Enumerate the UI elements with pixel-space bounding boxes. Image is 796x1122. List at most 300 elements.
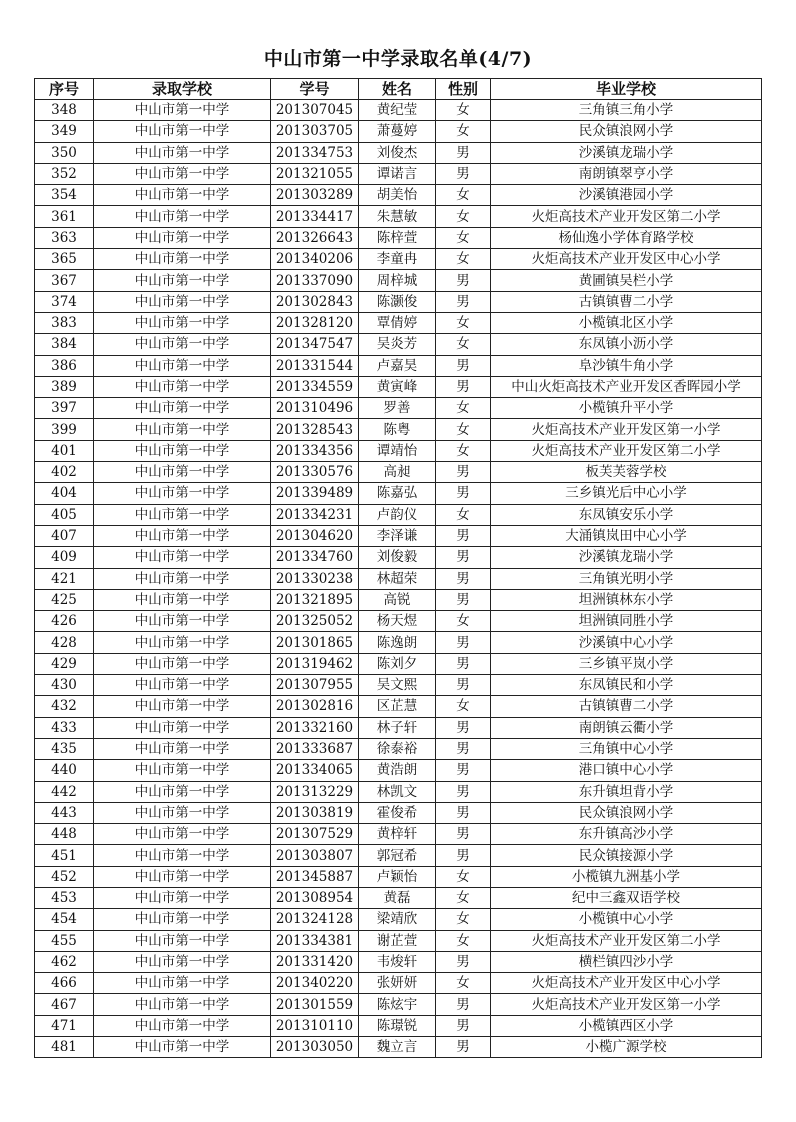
- cell-graduation-school: 东凤镇小沥小学: [491, 334, 762, 355]
- cell-name: 黄磊: [359, 887, 436, 908]
- cell-student-id: 201308954: [271, 887, 359, 908]
- cell-gender: 女: [436, 249, 491, 270]
- cell-name: 高昶: [359, 462, 436, 483]
- cell-graduation-school: 小榄镇西区小学: [491, 1015, 762, 1036]
- cell-student-id: 201325052: [271, 611, 359, 632]
- cell-student-id: 201319462: [271, 653, 359, 674]
- cell-name: 吴炎芳: [359, 334, 436, 355]
- table-row: [35, 440, 762, 461]
- table-row: [35, 951, 762, 972]
- cell-student-id: 201324128: [271, 909, 359, 930]
- cell-admitted-school: 中山市第一中学: [94, 462, 271, 483]
- cell-name: 卢韵仪: [359, 504, 436, 525]
- cell-gender: 男: [436, 462, 491, 483]
- cell-serial: 425: [35, 589, 94, 610]
- cell-admitted-school: 中山市第一中学: [94, 717, 271, 738]
- cell-gender: 女: [436, 866, 491, 887]
- cell-admitted-school: 中山市第一中学: [94, 163, 271, 184]
- cell-name: 吴文熙: [359, 675, 436, 696]
- cell-student-id: 201303819: [271, 802, 359, 823]
- cell-admitted-school: 中山市第一中学: [94, 547, 271, 568]
- header-serial: 序号: [35, 79, 94, 100]
- cell-serial: 404: [35, 483, 94, 504]
- cell-graduation-school: 东凤镇安乐小学: [491, 504, 762, 525]
- cell-gender: 男: [436, 738, 491, 759]
- cell-admitted-school: 中山市第一中学: [94, 738, 271, 759]
- cell-student-id: 201328543: [271, 419, 359, 440]
- cell-graduation-school: 火炬高技术产业开发区第二小学: [491, 440, 762, 461]
- cell-name: 陈灏俊: [359, 291, 436, 312]
- cell-student-id: 201330576: [271, 462, 359, 483]
- table-row: [35, 270, 762, 291]
- cell-gender: 男: [436, 824, 491, 845]
- cell-admitted-school: 中山市第一中学: [94, 483, 271, 504]
- cell-name: 陈嘉弘: [359, 483, 436, 504]
- table-row: [35, 611, 762, 632]
- table-row: [35, 334, 762, 355]
- cell-student-id: 201301865: [271, 632, 359, 653]
- cell-student-id: 201334760: [271, 547, 359, 568]
- table-row: [35, 760, 762, 781]
- cell-name: 罗善: [359, 398, 436, 419]
- cell-student-id: 201332160: [271, 717, 359, 738]
- cell-gender: 男: [436, 376, 491, 397]
- cell-gender: 女: [436, 504, 491, 525]
- cell-name: 区芷慧: [359, 696, 436, 717]
- cell-serial: 402: [35, 462, 94, 483]
- cell-gender: 男: [436, 1037, 491, 1058]
- cell-serial: 452: [35, 866, 94, 887]
- cell-admitted-school: 中山市第一中学: [94, 185, 271, 206]
- cell-student-id: 201334559: [271, 376, 359, 397]
- cell-gender: 男: [436, 483, 491, 504]
- cell-student-id: 201307955: [271, 675, 359, 696]
- table-row: [35, 376, 762, 397]
- cell-admitted-school: 中山市第一中学: [94, 334, 271, 355]
- table-row: [35, 100, 762, 121]
- table-row: [35, 525, 762, 546]
- cell-name: 霍俊希: [359, 802, 436, 823]
- cell-student-id: 201307529: [271, 824, 359, 845]
- cell-student-id: 201303705: [271, 121, 359, 142]
- cell-student-id: 201303289: [271, 185, 359, 206]
- cell-admitted-school: 中山市第一中学: [94, 696, 271, 717]
- table-row: [35, 866, 762, 887]
- cell-graduation-school: 坦洲镇同胜小学: [491, 611, 762, 632]
- cell-student-id: 201310496: [271, 398, 359, 419]
- cell-name: 黄寅峰: [359, 376, 436, 397]
- cell-student-id: 201347547: [271, 334, 359, 355]
- cell-admitted-school: 中山市第一中学: [94, 632, 271, 653]
- cell-gender: 男: [436, 142, 491, 163]
- cell-serial: 389: [35, 376, 94, 397]
- table-row: [35, 398, 762, 419]
- table-row: [35, 887, 762, 908]
- header-gender: 性别: [436, 79, 491, 100]
- cell-serial: 481: [35, 1037, 94, 1058]
- cell-graduation-school: 民众镇浪网小学: [491, 802, 762, 823]
- cell-graduation-school: 古镇镇曹二小学: [491, 696, 762, 717]
- cell-serial: 430: [35, 675, 94, 696]
- cell-name: 陈刘夕: [359, 653, 436, 674]
- cell-graduation-school: 火炬高技术产业开发区第二小学: [491, 206, 762, 227]
- cell-name: 胡美怡: [359, 185, 436, 206]
- table-row: [35, 355, 762, 376]
- cell-name: 林子轩: [359, 717, 436, 738]
- cell-student-id: 201334356: [271, 440, 359, 461]
- table-row: [35, 675, 762, 696]
- cell-admitted-school: 中山市第一中学: [94, 994, 271, 1015]
- cell-gender: 男: [436, 653, 491, 674]
- cell-student-id: 201326643: [271, 227, 359, 248]
- cell-graduation-school: 三角镇三角小学: [491, 100, 762, 121]
- cell-admitted-school: 中山市第一中学: [94, 845, 271, 866]
- cell-name: 刘俊杰: [359, 142, 436, 163]
- table-row: [35, 121, 762, 142]
- header-name: 姓名: [359, 79, 436, 100]
- cell-name: 高锐: [359, 589, 436, 610]
- table-row: [35, 291, 762, 312]
- cell-serial: 383: [35, 312, 94, 333]
- cell-serial: 361: [35, 206, 94, 227]
- header-graduation-school: 毕业学校: [491, 79, 762, 100]
- cell-admitted-school: 中山市第一中学: [94, 802, 271, 823]
- cell-name: 谢芷萱: [359, 930, 436, 951]
- table-row: [35, 589, 762, 610]
- cell-graduation-school: 小榄镇中心小学: [491, 909, 762, 930]
- cell-gender: 男: [436, 951, 491, 972]
- cell-graduation-school: 火炬高技术产业开发区中心小学: [491, 249, 762, 270]
- cell-admitted-school: 中山市第一中学: [94, 887, 271, 908]
- cell-graduation-school: 民众镇接源小学: [491, 845, 762, 866]
- cell-admitted-school: 中山市第一中学: [94, 121, 271, 142]
- cell-graduation-school: 火炬高技术产业开发区第一小学: [491, 994, 762, 1015]
- table-row: [35, 419, 762, 440]
- cell-gender: 男: [436, 760, 491, 781]
- cell-serial: 407: [35, 525, 94, 546]
- cell-admitted-school: 中山市第一中学: [94, 398, 271, 419]
- table-row: [35, 547, 762, 568]
- cell-serial: 409: [35, 547, 94, 568]
- cell-admitted-school: 中山市第一中学: [94, 909, 271, 930]
- cell-graduation-school: 阜沙镇牛角小学: [491, 355, 762, 376]
- cell-student-id: 201331420: [271, 951, 359, 972]
- cell-admitted-school: 中山市第一中学: [94, 589, 271, 610]
- table-row: [35, 824, 762, 845]
- cell-gender: 女: [436, 440, 491, 461]
- cell-gender: 女: [436, 100, 491, 121]
- cell-student-id: 201334231: [271, 504, 359, 525]
- cell-serial: 401: [35, 440, 94, 461]
- cell-name: 黄纪莹: [359, 100, 436, 121]
- cell-student-id: 201339489: [271, 483, 359, 504]
- cell-serial: 443: [35, 802, 94, 823]
- table-row: [35, 483, 762, 504]
- cell-admitted-school: 中山市第一中学: [94, 525, 271, 546]
- cell-admitted-school: 中山市第一中学: [94, 419, 271, 440]
- cell-student-id: 201328120: [271, 312, 359, 333]
- cell-serial: 397: [35, 398, 94, 419]
- cell-serial: 349: [35, 121, 94, 142]
- cell-serial: 384: [35, 334, 94, 355]
- cell-graduation-school: 沙溪镇中心小学: [491, 632, 762, 653]
- cell-admitted-school: 中山市第一中学: [94, 951, 271, 972]
- table-row: [35, 206, 762, 227]
- cell-name: 周梓城: [359, 270, 436, 291]
- cell-gender: 女: [436, 185, 491, 206]
- cell-admitted-school: 中山市第一中学: [94, 504, 271, 525]
- table-row: [35, 504, 762, 525]
- cell-graduation-school: 东升镇高沙小学: [491, 824, 762, 845]
- cell-admitted-school: 中山市第一中学: [94, 824, 271, 845]
- cell-admitted-school: 中山市第一中学: [94, 675, 271, 696]
- cell-serial: 455: [35, 930, 94, 951]
- cell-serial: 440: [35, 760, 94, 781]
- cell-serial: 442: [35, 781, 94, 802]
- cell-name: 黄梓轩: [359, 824, 436, 845]
- cell-graduation-school: 小榄镇九洲基小学: [491, 866, 762, 887]
- table-row: [35, 802, 762, 823]
- cell-name: 陈璟锐: [359, 1015, 436, 1036]
- cell-student-id: 201321055: [271, 163, 359, 184]
- cell-name: 韦焌轩: [359, 951, 436, 972]
- cell-student-id: 201303807: [271, 845, 359, 866]
- cell-graduation-school: 纪中三鑫双语学校: [491, 887, 762, 908]
- cell-admitted-school: 中山市第一中学: [94, 866, 271, 887]
- cell-student-id: 201321895: [271, 589, 359, 610]
- cell-gender: 女: [436, 312, 491, 333]
- cell-gender: 男: [436, 781, 491, 802]
- cell-gender: 女: [436, 121, 491, 142]
- cell-student-id: 201304620: [271, 525, 359, 546]
- table-row: [35, 312, 762, 333]
- table-row: [35, 781, 762, 802]
- cell-graduation-school: 三角镇光明小学: [491, 568, 762, 589]
- cell-graduation-school: 三角镇中心小学: [491, 738, 762, 759]
- header-admitted-school: 录取学校: [94, 79, 271, 100]
- cell-gender: 女: [436, 334, 491, 355]
- cell-admitted-school: 中山市第一中学: [94, 376, 271, 397]
- cell-graduation-school: 东凤镇民和小学: [491, 675, 762, 696]
- table-row: [35, 568, 762, 589]
- cell-name: 卢颖怡: [359, 866, 436, 887]
- cell-name: 陈逸朗: [359, 632, 436, 653]
- cell-graduation-school: 古镇镇曹二小学: [491, 291, 762, 312]
- cell-student-id: 201303050: [271, 1037, 359, 1058]
- cell-gender: 女: [436, 909, 491, 930]
- cell-admitted-school: 中山市第一中学: [94, 973, 271, 994]
- cell-graduation-school: 小榄镇北区小学: [491, 312, 762, 333]
- cell-admitted-school: 中山市第一中学: [94, 355, 271, 376]
- cell-serial: 467: [35, 994, 94, 1015]
- table-row: [35, 994, 762, 1015]
- cell-serial: 365: [35, 249, 94, 270]
- cell-gender: 女: [436, 973, 491, 994]
- cell-serial: 432: [35, 696, 94, 717]
- cell-graduation-school: 港口镇中心小学: [491, 760, 762, 781]
- table-row: [35, 909, 762, 930]
- cell-serial: 435: [35, 738, 94, 759]
- table-row: [35, 696, 762, 717]
- cell-graduation-school: 板芙芙蓉学校: [491, 462, 762, 483]
- cell-gender: 男: [436, 355, 491, 376]
- cell-gender: 女: [436, 419, 491, 440]
- cell-graduation-school: 火炬高技术产业开发区中心小学: [491, 973, 762, 994]
- cell-admitted-school: 中山市第一中学: [94, 1015, 271, 1036]
- table-row: [35, 632, 762, 653]
- cell-gender: 男: [436, 291, 491, 312]
- cell-graduation-school: 民众镇浪网小学: [491, 121, 762, 142]
- cell-admitted-school: 中山市第一中学: [94, 611, 271, 632]
- cell-admitted-school: 中山市第一中学: [94, 142, 271, 163]
- cell-student-id: 201334381: [271, 930, 359, 951]
- cell-name: 黄浩朗: [359, 760, 436, 781]
- cell-gender: 女: [436, 227, 491, 248]
- cell-name: 杨天煜: [359, 611, 436, 632]
- table-row: [35, 930, 762, 951]
- cell-serial: 374: [35, 291, 94, 312]
- cell-gender: 男: [436, 717, 491, 738]
- cell-serial: 429: [35, 653, 94, 674]
- cell-student-id: 201333687: [271, 738, 359, 759]
- cell-graduation-school: 东升镇坦背小学: [491, 781, 762, 802]
- cell-gender: 男: [436, 547, 491, 568]
- cell-gender: 男: [436, 589, 491, 610]
- cell-student-id: 201334753: [271, 142, 359, 163]
- cell-graduation-school: 沙溪镇港园小学: [491, 185, 762, 206]
- cell-student-id: 201340220: [271, 973, 359, 994]
- table-row: [35, 738, 762, 759]
- cell-gender: 男: [436, 845, 491, 866]
- cell-graduation-school: 南朗镇翠亨小学: [491, 163, 762, 184]
- cell-admitted-school: 中山市第一中学: [94, 249, 271, 270]
- cell-student-id: 201310110: [271, 1015, 359, 1036]
- cell-graduation-school: 三乡镇平岚小学: [491, 653, 762, 674]
- cell-admitted-school: 中山市第一中学: [94, 270, 271, 291]
- cell-serial: 454: [35, 909, 94, 930]
- cell-name: 刘俊毅: [359, 547, 436, 568]
- cell-gender: 女: [436, 696, 491, 717]
- cell-gender: 男: [436, 802, 491, 823]
- cell-admitted-school: 中山市第一中学: [94, 653, 271, 674]
- cell-serial: 352: [35, 163, 94, 184]
- cell-serial: 453: [35, 887, 94, 908]
- cell-admitted-school: 中山市第一中学: [94, 440, 271, 461]
- cell-graduation-school: 黄圃镇吴栏小学: [491, 270, 762, 291]
- page-title: 中山市第一中学录取名单(4/7): [263, 48, 533, 70]
- cell-admitted-school: 中山市第一中学: [94, 312, 271, 333]
- cell-student-id: 201337090: [271, 270, 359, 291]
- cell-gender: 女: [436, 398, 491, 419]
- cell-graduation-school: 横栏镇四沙小学: [491, 951, 762, 972]
- cell-graduation-school: 沙溪镇龙瑞小学: [491, 142, 762, 163]
- cell-serial: 428: [35, 632, 94, 653]
- cell-gender: 女: [436, 611, 491, 632]
- cell-admitted-school: 中山市第一中学: [94, 100, 271, 121]
- cell-gender: 男: [436, 632, 491, 653]
- table-row: [35, 845, 762, 866]
- cell-graduation-school: 中山火炬高技术产业开发区香晖园小学: [491, 376, 762, 397]
- cell-serial: 448: [35, 824, 94, 845]
- cell-gender: 女: [436, 887, 491, 908]
- cell-student-id: 201334417: [271, 206, 359, 227]
- cell-name: 萧蔓婷: [359, 121, 436, 142]
- cell-name: 张妍妍: [359, 973, 436, 994]
- cell-serial: 462: [35, 951, 94, 972]
- cell-admitted-school: 中山市第一中学: [94, 206, 271, 227]
- cell-name: 陈粤: [359, 419, 436, 440]
- table-row: [35, 462, 762, 483]
- cell-name: 谭诺言: [359, 163, 436, 184]
- header-row: [35, 79, 762, 100]
- cell-name: 朱慧敏: [359, 206, 436, 227]
- cell-graduation-school: 三乡镇光后中心小学: [491, 483, 762, 504]
- cell-graduation-school: 南朗镇云衢小学: [491, 717, 762, 738]
- table-body: [35, 100, 762, 1058]
- cell-name: 谭靖怡: [359, 440, 436, 461]
- cell-graduation-school: 火炬高技术产业开发区第一小学: [491, 419, 762, 440]
- cell-name: 陈梓萱: [359, 227, 436, 248]
- cell-student-id: 201302843: [271, 291, 359, 312]
- cell-serial: 471: [35, 1015, 94, 1036]
- cell-admitted-school: 中山市第一中学: [94, 291, 271, 312]
- cell-gender: 男: [436, 994, 491, 1015]
- cell-name: 卢嘉昊: [359, 355, 436, 376]
- cell-admitted-school: 中山市第一中学: [94, 760, 271, 781]
- cell-student-id: 201307045: [271, 100, 359, 121]
- cell-serial: 421: [35, 568, 94, 589]
- table-row: [35, 717, 762, 738]
- cell-name: 郭冠希: [359, 845, 436, 866]
- cell-name: 梁靖欣: [359, 909, 436, 930]
- table-row: [35, 1037, 762, 1058]
- cell-name: 李童冉: [359, 249, 436, 270]
- cell-admitted-school: 中山市第一中学: [94, 227, 271, 248]
- cell-graduation-school: 沙溪镇龙瑞小学: [491, 547, 762, 568]
- cell-graduation-school: 小榄镇升平小学: [491, 398, 762, 419]
- header-student-id: 学号: [271, 79, 359, 100]
- cell-serial: 354: [35, 185, 94, 206]
- table-row: [35, 227, 762, 248]
- cell-gender: 男: [436, 525, 491, 546]
- cell-gender: 男: [436, 675, 491, 696]
- table-row: [35, 163, 762, 184]
- cell-student-id: 201330238: [271, 568, 359, 589]
- table-row: [35, 185, 762, 206]
- cell-graduation-school: 杨仙逸小学体育路学校: [491, 227, 762, 248]
- cell-name: 李泽谦: [359, 525, 436, 546]
- cell-serial: 363: [35, 227, 94, 248]
- cell-serial: 466: [35, 973, 94, 994]
- cell-student-id: 201301559: [271, 994, 359, 1015]
- cell-student-id: 201345887: [271, 866, 359, 887]
- cell-student-id: 201313229: [271, 781, 359, 802]
- cell-name: 魏立言: [359, 1037, 436, 1058]
- cell-name: 徐泰裕: [359, 738, 436, 759]
- cell-name: 林超荣: [359, 568, 436, 589]
- cell-serial: 405: [35, 504, 94, 525]
- cell-admitted-school: 中山市第一中学: [94, 930, 271, 951]
- admission-table: [34, 78, 762, 1058]
- table-row: [35, 653, 762, 674]
- cell-graduation-school: 大涌镇岚田中心小学: [491, 525, 762, 546]
- cell-serial: 386: [35, 355, 94, 376]
- table-row: [35, 249, 762, 270]
- cell-gender: 男: [436, 1015, 491, 1036]
- cell-serial: 350: [35, 142, 94, 163]
- table-row: [35, 142, 762, 163]
- cell-student-id: 201334065: [271, 760, 359, 781]
